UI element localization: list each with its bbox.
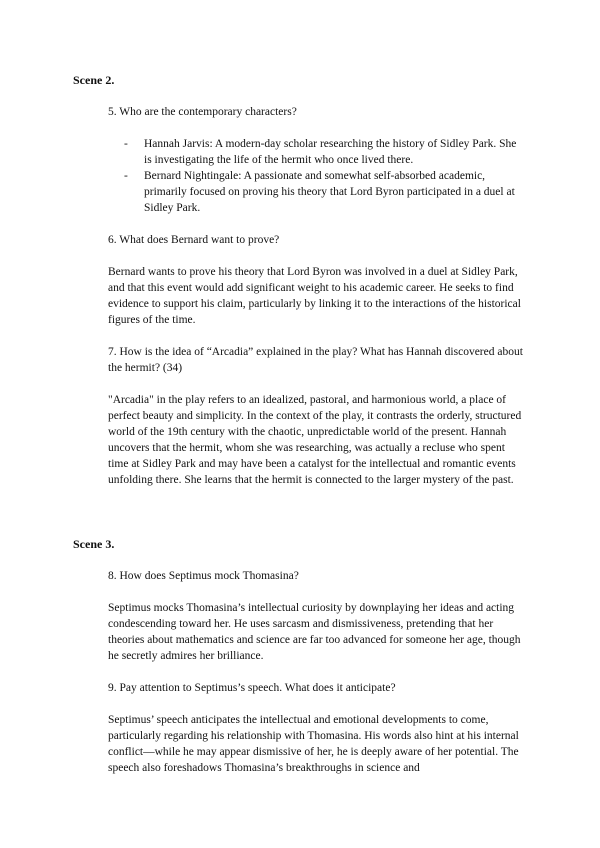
character-hannah: Hannah Jarvis: A modern-day scholar researching the history of Sidley Park. She is investigating the life of the hermit who once lived there. xyxy=(144,138,517,166)
scene-2-heading: Scene 2. xyxy=(73,73,115,87)
character-bernard: Bernard Nightingale: A passionate and somewhat self-absorbed academic, primarily focused on proving his theory that Lord Byron participated in a duel at Sidley Park. xyxy=(144,170,515,214)
list-item xyxy=(124,168,524,216)
answer-8: Septimus mocks Thomasina’s intellectual curiosity by downplaying her ideas and acting condescending toward her. He uses sarcasm and dismissiveness, pretending that her theories about mathematics and science are far too advanced for someone her age, though he secretly admires her brilliance. xyxy=(108,602,521,662)
scene-3-heading: Scene 3. xyxy=(73,537,115,551)
question-8: 8. How does Septimus mock Thomasina? xyxy=(108,570,299,582)
question-7: 7. How is the idea of “Arcadia” explained in the play? What has Hannah discovered about the hermit? (34) xyxy=(108,346,523,374)
question-5: 5. Who are the contemporary characters? xyxy=(108,106,297,118)
bullet-dash: - xyxy=(124,170,128,182)
question-6: 6. What does Bernard want to prove? xyxy=(108,234,280,246)
answer-9: Septimus’ speech anticipates the intellectual and emotional developments to come, particularly regarding his relationship with Thomasina. His words also hint at his internal conflict—while he may appear dismissive of her, he is deeply aware of her potential. The speech also foreshadows Thomasina’s breakthroughs in science and xyxy=(108,714,519,774)
bullet-dash: - xyxy=(124,138,128,150)
list-item xyxy=(124,136,524,168)
answer-6: Bernard wants to prove his theory that Lord Byron was involved in a duel at Sidley Park, and that this event would add significant weight to his academic career. He seeks to find evidence to support his claim, particularly by linking it to the interactions of the historical figures of the time. xyxy=(108,266,521,326)
answer-7: "Arcadia" in the play refers to an idealized, pastoral, and harmonious world, a place of perfect beauty and simplicity. In the context of the play, it contrasts the orderly, structured world of the 19th century with the chaotic, unpredictable world of the present. Hannah uncovers that the hermit, whom she was researching, was actually a recluse who spent time at Sidley Park and may have been a catalyst for the intellectual and romantic events unfolding there. She learns that the hermit is connected to the larger mystery of the past. xyxy=(108,394,522,486)
question-9: 9. Pay attention to Septimus’s speech. What does it anticipate? xyxy=(108,682,396,694)
character-list xyxy=(124,136,524,216)
